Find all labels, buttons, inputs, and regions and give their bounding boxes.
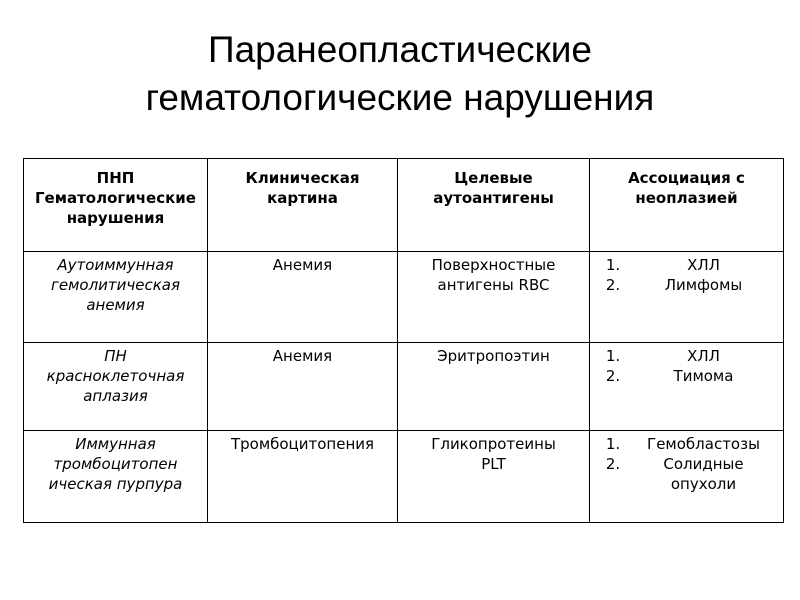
header-pnp: ПНП Гематологические нарушения: [24, 159, 208, 252]
header-association: Ассоциация с неоплазией: [590, 159, 784, 252]
list-marker: 2.: [605, 276, 621, 294]
neoplasia-association: [590, 431, 784, 523]
list-marker: 2.: [605, 455, 621, 473]
list-item: [596, 454, 777, 494]
list-item: [596, 255, 777, 275]
association-item: ХЛЛ: [687, 347, 720, 365]
clinical-picture: Анемия: [208, 343, 398, 431]
table-row: [24, 431, 784, 523]
association-list: [596, 255, 777, 295]
slide-title: [0, 26, 800, 122]
table-row: [24, 252, 784, 343]
clinical-picture: Тромбоцитопения: [208, 431, 398, 523]
header-target: Целевые аутоантигены: [398, 159, 590, 252]
title-line-1: Паранеопластические: [207, 29, 593, 70]
association-item: Солидные опухоли: [663, 455, 744, 493]
association-list: [596, 434, 777, 494]
header-clinical: Клиническая картина: [208, 159, 398, 252]
list-item: [596, 434, 777, 454]
target-autoantigen: Гликопротеины PLT: [398, 431, 590, 523]
list-marker: 1.: [605, 435, 621, 453]
association-list: [596, 346, 777, 386]
table-row: [24, 343, 784, 431]
association-item: Тимома: [673, 367, 734, 385]
paraneoplastic-table: [23, 158, 784, 523]
list-marker: 2.: [605, 367, 621, 385]
target-autoantigen: Поверхностные антигены RBC: [398, 252, 590, 343]
list-marker: 1.: [605, 256, 621, 274]
disorder-name: Иммунная тромбоцитопен ическая пурпура: [24, 431, 208, 523]
association-item: ХЛЛ: [687, 256, 720, 274]
list-item: [596, 346, 777, 366]
clinical-picture: Анемия: [208, 252, 398, 343]
title-line-2: гематологические нарушения: [145, 77, 655, 118]
list-item: [596, 366, 777, 386]
list-item: [596, 275, 777, 295]
neoplasia-association: [590, 343, 784, 431]
neoplasia-association: [590, 252, 784, 343]
target-autoantigen: Эритропоэтин: [398, 343, 590, 431]
association-item: Гемобластозы: [647, 435, 760, 453]
list-marker: 1.: [605, 347, 621, 365]
disorder-name: Аутоиммунная гемолитическая анемия: [24, 252, 208, 343]
association-item: Лимфомы: [664, 276, 743, 294]
disorder-name: ПН красноклеточная аплазия: [24, 343, 208, 431]
table-header-row: [24, 159, 784, 252]
